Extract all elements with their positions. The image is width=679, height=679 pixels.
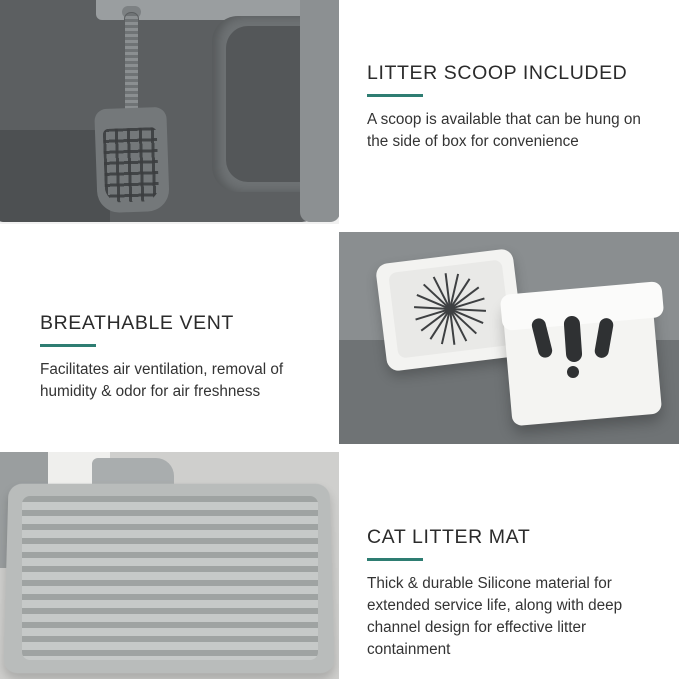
- litter-scoop-photo: [0, 0, 339, 224]
- headline-litter-scoop: LITTER SCOOP INCLUDED: [367, 62, 628, 84]
- scoop-handle: [124, 12, 139, 116]
- accent-rule: [367, 558, 423, 561]
- breathable-vent-text: [0, 232, 339, 444]
- headline-breathable-vent: BREATHABLE VENT: [40, 312, 234, 334]
- body-cat-litter-mat: Thick & durable Silicone material for extended service life, along with deep channel design for effective litter containment: [367, 575, 623, 658]
- feature-row-vent: [0, 232, 679, 444]
- cat-litter-mat-photo: [0, 452, 339, 679]
- litter-scoop-text: [339, 0, 679, 224]
- accent-rule: [367, 94, 423, 97]
- feature-row-scoop: [0, 0, 679, 224]
- accent-rule: [40, 344, 96, 347]
- scoop-slots: [103, 127, 160, 203]
- vent-pattern: [397, 266, 503, 351]
- litter-box-right-edge: [300, 0, 339, 222]
- litter-box-shadow: [0, 130, 110, 222]
- feature-row-mat: [0, 452, 679, 679]
- body-breathable-vent: Facilitates air ventilation, removal of humidity & odor for air freshness: [40, 361, 284, 401]
- row-gap: [0, 444, 679, 452]
- silicone-mat-channels: [22, 496, 318, 660]
- headline-cat-litter-mat: CAT LITTER MAT: [367, 526, 531, 548]
- body-litter-scoop: A scoop is available that can be hung on the side of box for convenience: [367, 111, 641, 151]
- tray-hole: [567, 366, 579, 378]
- tray-hole: [563, 315, 582, 362]
- breathable-vent-photo: [339, 232, 679, 444]
- row-gap: [0, 224, 679, 232]
- cat-litter-mat-text: [339, 452, 679, 679]
